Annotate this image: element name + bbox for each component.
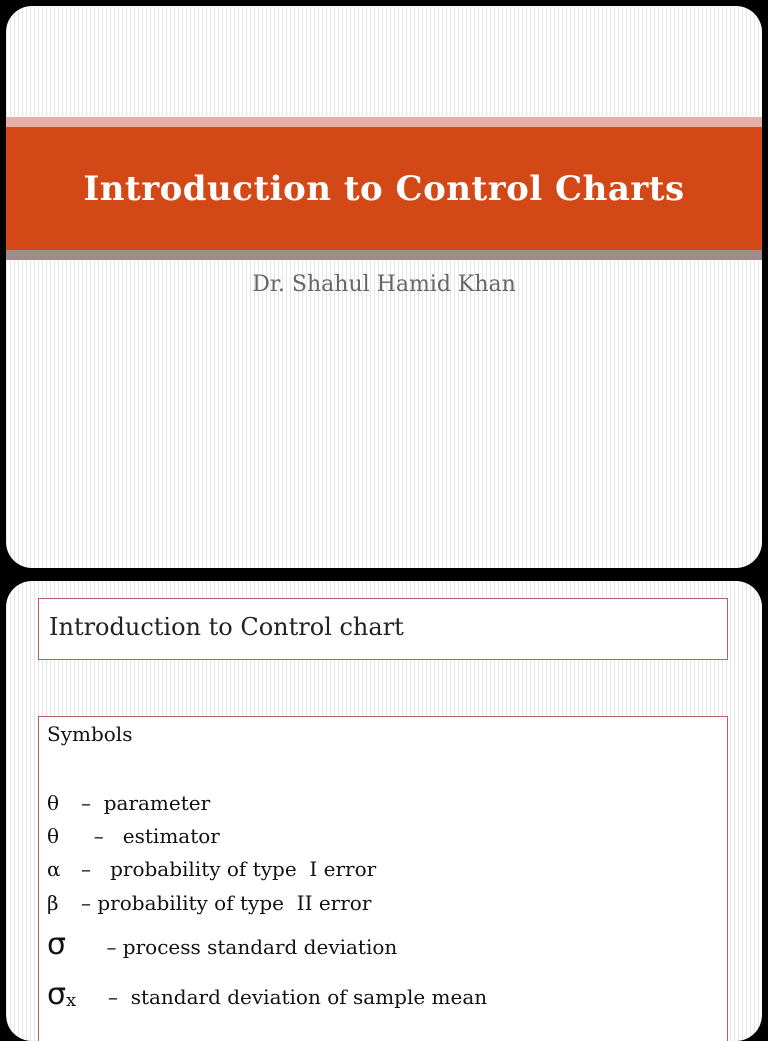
symbol-glyph: σ xyxy=(47,977,67,1012)
symbol-dash: – xyxy=(107,985,118,1009)
symbol-row xyxy=(47,891,371,915)
author-subtitle: Dr. Shahul Hamid Khan xyxy=(252,272,516,297)
heading-box xyxy=(38,598,728,660)
slide-heading: Introduction to Control chart xyxy=(49,613,404,641)
title-band-top-stripe xyxy=(6,117,762,127)
content-slide xyxy=(6,581,762,1041)
symbol-description: standard deviation of sample mean xyxy=(130,985,488,1009)
symbol-subscript: x xyxy=(66,990,77,1011)
symbol-dash: – xyxy=(106,935,117,959)
symbol-row xyxy=(47,791,210,815)
title-slide xyxy=(6,6,762,568)
symbol-row xyxy=(47,927,397,962)
symbol-dash: – xyxy=(93,824,104,848)
symbol-description: probability of type I error xyxy=(110,857,377,881)
symbol-glyph: β xyxy=(47,891,59,915)
slide-title: Introduction to Control Charts xyxy=(83,168,685,209)
symbol-row xyxy=(47,977,487,1012)
symbols-box xyxy=(38,716,728,1041)
symbol-description: parameter xyxy=(103,791,211,815)
title-band-bottom-stripe xyxy=(6,250,762,260)
symbol-glyph: θ xyxy=(47,791,60,815)
symbol-glyph: σ xyxy=(47,927,67,962)
symbol-dash: – xyxy=(81,791,91,815)
symbol-description: estimator xyxy=(122,824,220,848)
symbol-description: probability of type II error xyxy=(97,891,372,915)
symbol-row xyxy=(47,857,376,881)
symbol-description: process standard deviation xyxy=(122,935,398,959)
symbol-glyph: α xyxy=(47,857,61,881)
symbol-glyph: θ xyxy=(47,824,60,848)
symbols-label: Symbols xyxy=(47,722,133,746)
symbol-dash: – xyxy=(81,857,91,881)
symbol-dash: – xyxy=(81,891,91,915)
symbol-row xyxy=(47,824,220,848)
